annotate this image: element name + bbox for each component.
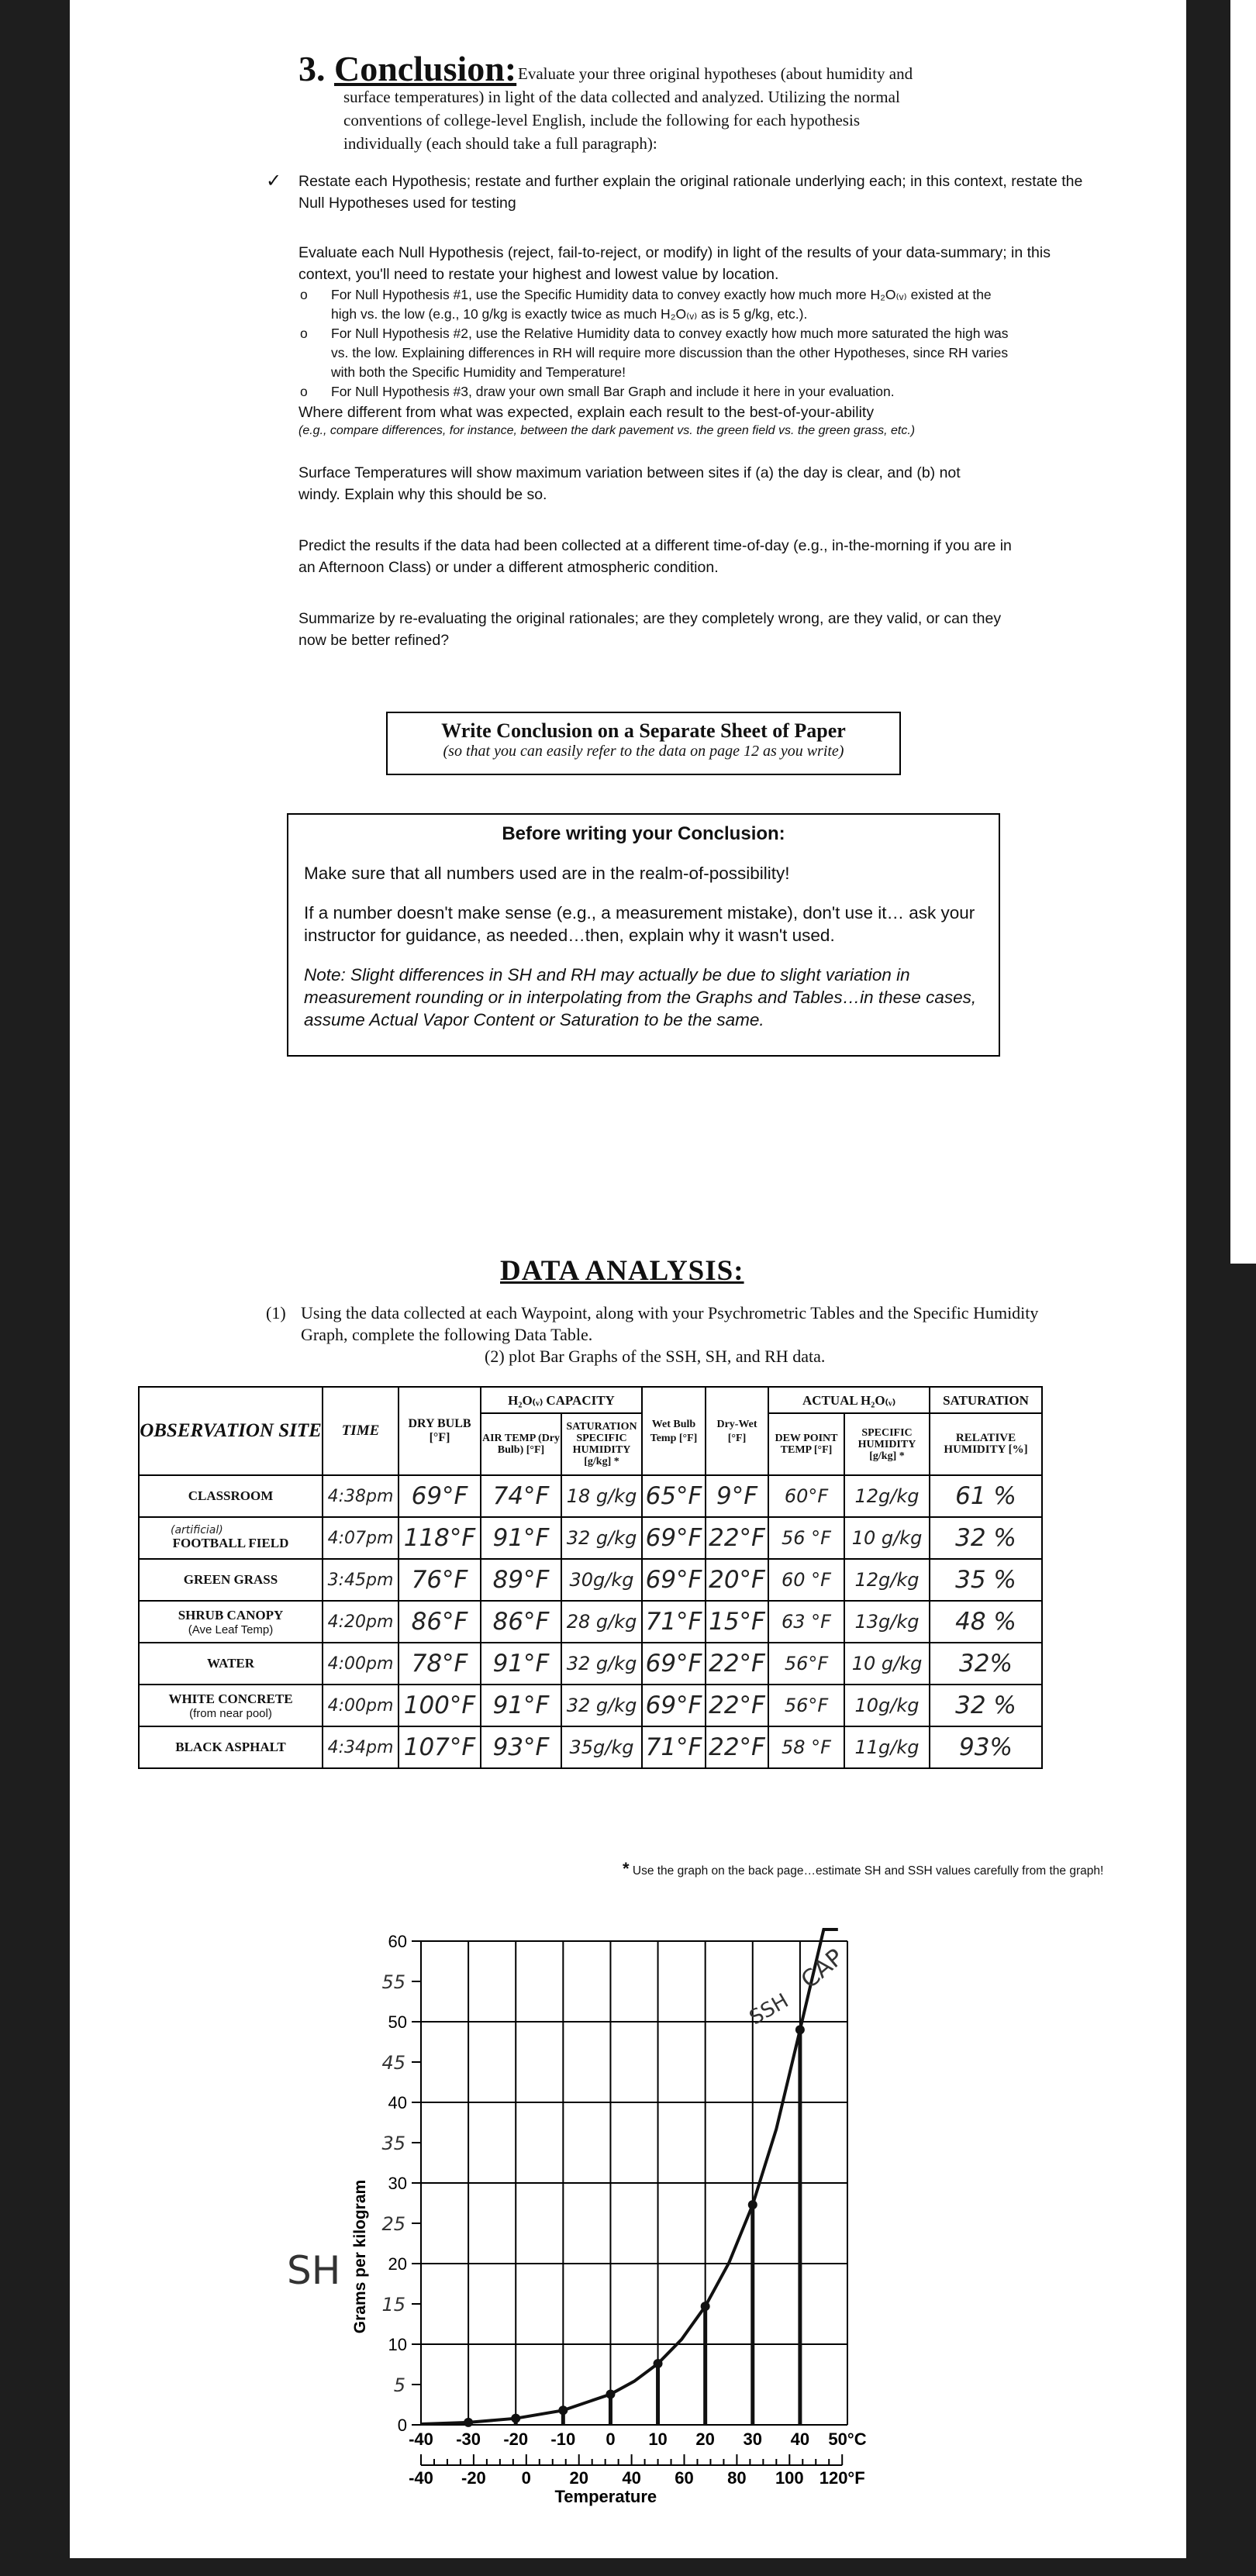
header-actual-group: ACTUAL H₂O₍ᵥ₎: [768, 1387, 930, 1413]
x-tick-label-c: 0: [606, 2429, 616, 2449]
dry-wet-cell: 22°F: [706, 1726, 768, 1768]
site-cell: [139, 1601, 323, 1643]
sh-cell: 11g/kg: [844, 1726, 930, 1768]
sh-cell: 10 g/kg: [844, 1643, 930, 1685]
annotation-ssh: SSH: [745, 1989, 793, 2030]
site-label: FOOTBALL FIELD: [172, 1536, 289, 1550]
air-temp-cell: 74°F: [481, 1475, 561, 1517]
time-cell: 4:00pm: [323, 1643, 399, 1685]
conclusion-checklist: [266, 171, 1113, 651]
table-row: [139, 1475, 1042, 1517]
rh-cell: 32 %: [930, 1517, 1042, 1559]
handwritten-tick-label: 55: [381, 1971, 405, 1993]
checkmark-icon: ✓: [266, 171, 282, 191]
header-rh: RELATIVE HUMIDITY [%]: [930, 1413, 1042, 1475]
dew-point-cell: 56 °F: [768, 1517, 844, 1559]
air-temp-cell: 89°F: [481, 1559, 561, 1601]
site-cell: [139, 1475, 323, 1517]
checklist-item: Where different from what was expected, explain each result to the best-of-your-ability: [298, 404, 875, 421]
site-cell: [139, 1685, 323, 1726]
air-temp-cell: 91°F: [481, 1685, 561, 1726]
x-tick-label-f: -40: [409, 2468, 433, 2488]
x-axis-label: Temperature: [554, 2487, 657, 2506]
scrollbar-strip[interactable]: [1230, 0, 1256, 1264]
checklist-item: Evaluate each Null Hypothesis (reject, fail-to-reject, or modify) in light of the results of your data-summary; in this context, you'll need to restate your highest and lowest value by location.: [298, 244, 1051, 283]
write-box-title: Write Conclusion on a Separate Sheet of Paper: [441, 719, 846, 742]
sh-cell: 10 g/kg: [844, 1517, 930, 1559]
dew-point-cell: 58 °F: [768, 1726, 844, 1768]
dry-bulb-cell: 118°F: [399, 1517, 481, 1559]
conclusion-heading: 3. Conclusion:: [298, 49, 517, 88]
step-2: (2) plot Bar Graphs of the SSH, SH, and RH data.: [485, 1347, 826, 1366]
wet-bulb-cell: 69°F: [642, 1559, 706, 1601]
x-tick-label-c: 20: [695, 2429, 715, 2449]
x-tick-label-c: 30: [743, 2429, 763, 2449]
site-cell: [139, 1726, 323, 1768]
y-tick-label: 20: [388, 2254, 407, 2274]
ssh-cell: 35g/kg: [561, 1726, 642, 1768]
header-capacity-group: H₂O₍ᵥ₎ CAPACITY: [481, 1387, 642, 1413]
intro-line: Evaluate your three original hypotheses (about humidity and: [518, 64, 913, 83]
graph-point: [795, 2025, 805, 2034]
y-axis-label: Grams per kilogram: [351, 2179, 369, 2334]
rh-cell: 61 %: [930, 1475, 1042, 1517]
header-dry-wet: Dry-Wet [°F]: [706, 1387, 768, 1475]
time-cell: 4:38pm: [323, 1475, 399, 1517]
handwritten-tick-label: 45: [381, 2052, 405, 2074]
sub-bullet-icon: o: [300, 287, 308, 302]
side-label: SH: [287, 2248, 341, 2293]
table-footnote: * Use the graph on the back page…estimate SH and SSH values carefully from the graph!: [623, 1859, 1104, 1878]
write-box-subtitle: (so that you can easily refer to the data on page 12 as you write): [443, 743, 844, 760]
site-cell: [139, 1643, 323, 1685]
dry-bulb-cell: 78°F: [399, 1643, 481, 1685]
site-sub-label: (from near pool): [189, 1706, 272, 1720]
y-tick-label: 60: [388, 1932, 407, 1951]
header-dew-point: DEW POINT TEMP [°F]: [768, 1413, 844, 1475]
x-tick-label-c: 10: [648, 2429, 668, 2449]
before-box-title: Before writing your Conclusion:: [502, 823, 785, 844]
y-tick-label: 0: [397, 2416, 407, 2435]
dew-point-cell: 63 °F: [768, 1601, 844, 1643]
dew-point-cell: 60°F: [768, 1475, 844, 1517]
handwritten-tick-label: 25: [381, 2213, 405, 2235]
dry-wet-cell: 22°F: [706, 1685, 768, 1726]
x-tick-label-f: 40: [622, 2468, 641, 2488]
wet-bulb-cell: 71°F: [642, 1601, 706, 1643]
sub-item: o For Null Hypothesis #1, use the Specific Humidity data to convey exactly how much more H₂O₍ᵥ₎ existed at the high vs. the low (e.g., 10 g/kg is exactly twice as much H₂O₍ᵥ₎ as is 5 g/kg, etc.).: [300, 287, 992, 322]
air-temp-cell: 91°F: [481, 1643, 561, 1685]
ssh-cell: 30g/kg: [561, 1559, 642, 1601]
graph-point: [701, 2302, 710, 2311]
sh-cell: 13g/kg: [844, 1601, 930, 1643]
wet-bulb-cell: 65°F: [642, 1475, 706, 1517]
sh-cell: 10g/kg: [844, 1685, 930, 1726]
x-tick-label-c: -40: [409, 2429, 433, 2449]
annotation-cap: CAP: [795, 1943, 849, 1995]
x-tick-label-c: 50°C: [828, 2429, 867, 2449]
rh-cell: 35 %: [930, 1559, 1042, 1601]
site-label: SHRUB CANOPY: [178, 1607, 284, 1623]
dew-point-cell: 56°F: [768, 1685, 844, 1726]
y-tick-label: 50: [388, 2012, 407, 2032]
dry-wet-cell: 20°F: [706, 1559, 768, 1601]
sub-item: o For Null Hypothesis #3, draw your own small Bar Graph and include it here in your evaluation.: [331, 382, 1013, 402]
site-sub-label: (Ave Leaf Temp): [188, 1623, 274, 1636]
graph-point: [654, 2359, 663, 2368]
sub-item: o For Null Hypothesis #2, use the Relative Humidity data to convey exactly how much more saturated the high was vs. the low. Explaining differences in RH will require more discussion than the other Hypotheses, since RH varies with both the Specific Humidity and Temperature!: [300, 326, 1009, 380]
x-tick-label-c: 40: [790, 2429, 810, 2449]
handwritten-tick-label: 35: [381, 2133, 405, 2154]
rh-cell: 32 %: [930, 1685, 1042, 1726]
y-tick-label: 10: [388, 2335, 407, 2354]
air-temp-cell: 91°F: [481, 1517, 561, 1559]
header-site: OBSERVATION SITE: [139, 1387, 323, 1475]
checklist-item: Predict the results if the data had been collected at a different time-of-day (e.g., in-the-morning if you are in an Afternoon Class) or under a different atmospheric condition.: [298, 537, 1012, 576]
sub-bullet-icon: o: [300, 384, 308, 399]
table-row: [139, 1726, 1042, 1768]
ssh-cell: 32 g/kg: [561, 1643, 642, 1685]
ssh-cell: 32 g/kg: [561, 1517, 642, 1559]
handwritten-tick-label: 15: [381, 2294, 405, 2316]
graph-point: [511, 2414, 520, 2423]
header-wet-bulb: Wet Bulb Temp [°F]: [642, 1387, 706, 1475]
graph-point: [558, 2405, 568, 2415]
dew-point-cell: 60 °F: [768, 1559, 844, 1601]
header-ssh: SATURATION SPECIFIC HUMIDITY [g/kg] *: [561, 1413, 642, 1475]
wet-bulb-cell: 69°F: [642, 1685, 706, 1726]
ssh-cell: 32 g/kg: [561, 1685, 642, 1726]
before-box-p3: Note: Slight differences in SH and RH may actually be due to slight variation in measurement rounding or in interpolating from the Graphs and Tables…in these cases, assume Actual Vapor Content or Saturation to be the same.: [304, 965, 977, 1029]
before-box-p2: If a number doesn't make sense (e.g., a measurement mistake), don't use it… ask your instructor for guidance, as needed…then, explain why it wasn't used.: [304, 903, 975, 945]
table-row: [139, 1601, 1042, 1643]
site-label: BLACK ASPHALT: [175, 1740, 286, 1754]
dry-wet-cell: 22°F: [706, 1517, 768, 1559]
dry-wet-cell: 15°F: [706, 1601, 768, 1643]
rh-cell: 32%: [930, 1643, 1042, 1685]
step-1: (1) Using the data collected at each Waypoint, along with your Psychrometric Tables and the Specific Humidity Graph, complete the following Data Table.: [266, 1303, 1039, 1344]
header-sh: SPECIFIC HUMIDITY [g/kg] *: [844, 1413, 930, 1475]
header-time: TIME: [323, 1387, 399, 1475]
time-cell: 4:20pm: [323, 1601, 399, 1643]
time-cell: 3:45pm: [323, 1559, 399, 1601]
data-analysis-title: DATA ANALYSIS:: [500, 1255, 744, 1287]
table-row: [139, 1685, 1042, 1726]
dry-wet-cell: 9°F: [706, 1475, 768, 1517]
data-table: [138, 1386, 1043, 1769]
x-tick-label-c: -30: [456, 2429, 481, 2449]
graph-point: [464, 2418, 473, 2427]
dry-bulb-cell: 107°F: [399, 1726, 481, 1768]
dry-bulb-cell: 69°F: [399, 1475, 481, 1517]
wet-bulb-cell: 69°F: [642, 1517, 706, 1559]
before-writing-box: [287, 813, 1000, 1057]
checklist-item: Summarize by re-evaluating the original rationales; are they completely wrong, are they valid, or can they now be better refined?: [298, 610, 1002, 649]
x-tick-label-c: -20: [503, 2429, 529, 2449]
site-label: GREEN GRASS: [183, 1572, 278, 1587]
time-cell: 4:07pm: [323, 1517, 399, 1559]
wet-bulb-cell: 71°F: [642, 1726, 706, 1768]
site-cell: [139, 1517, 323, 1559]
dry-bulb-cell: 100°F: [399, 1685, 481, 1726]
sub-bullet-icon: o: [300, 326, 308, 341]
checklist-item: Restate each Hypothesis; restate and further explain the original rationale underlying each; in this context, restate the Null Hypotheses used for testing: [298, 173, 1083, 212]
data-analysis-instructions: [266, 1302, 1041, 1367]
y-tick-label: 40: [388, 2093, 407, 2112]
time-cell: 4:00pm: [323, 1685, 399, 1726]
write-conclusion-box: [386, 712, 901, 775]
checklist-item: Surface Temperatures will show maximum variation between sites if (a) the day is clear, and (b) not windy. Explain why this should be so.: [298, 464, 961, 503]
sh-cell: 12g/kg: [844, 1559, 930, 1601]
site-sub-label: (artificial): [171, 1525, 223, 1536]
ssh-cell: 28 g/kg: [561, 1601, 642, 1643]
site-label: WATER: [206, 1656, 255, 1671]
intro-line: individually (each should take a full paragraph):: [343, 134, 657, 153]
intro-line: conventions of college-level English, include the following for each hypothesis: [343, 111, 860, 129]
air-temp-cell: 86°F: [481, 1601, 561, 1643]
x-tick-label-f: 20: [569, 2468, 588, 2488]
table-row: [139, 1517, 1042, 1559]
dry-bulb-cell: 86°F: [399, 1601, 481, 1643]
intro-line: surface temperatures) in light of the data collected and analyzed. Utilizing the normal: [343, 88, 900, 106]
sh-cell: 12g/kg: [844, 1475, 930, 1517]
rh-cell: 93%: [930, 1726, 1042, 1768]
site-label: CLASSROOM: [188, 1488, 274, 1503]
dry-wet-cell: 22°F: [706, 1643, 768, 1685]
time-cell: 4:34pm: [323, 1726, 399, 1768]
x-tick-label-f: -20: [461, 2468, 486, 2488]
x-tick-label-f: 60: [675, 2468, 694, 2488]
checklist-note: (e.g., compare differences, for instance, between the dark pavement vs. the green field vs. the green grass, etc.): [298, 424, 916, 437]
dry-bulb-cell: 76°F: [399, 1559, 481, 1601]
x-tick-label-f: 0: [521, 2468, 531, 2488]
x-tick-label-f: 80: [727, 2468, 747, 2488]
table-row: [139, 1559, 1042, 1601]
site-cell: [139, 1559, 323, 1601]
before-box-p1: Make sure that all numbers used are in the realm-of-possibility!: [304, 864, 790, 883]
header-saturation-group: SATURATION: [930, 1387, 1042, 1413]
x-tick-label-f: 120°F: [819, 2468, 865, 2488]
worksheet-page: [70, 0, 1186, 2558]
ssh-cell: 18 g/kg: [561, 1475, 642, 1517]
handwritten-tick-label: 5: [393, 2374, 405, 2396]
dew-point-cell: 56°F: [768, 1643, 844, 1685]
rh-cell: 48 %: [930, 1601, 1042, 1643]
x-tick-label-c: -10: [550, 2429, 576, 2449]
header-air-temp: AIR TEMP (Dry Bulb) [°F]: [481, 1413, 561, 1475]
y-tick-label: 30: [388, 2174, 407, 2193]
x-tick-label-f: 100: [775, 2468, 804, 2488]
air-temp-cell: 93°F: [481, 1726, 561, 1768]
site-label: WHITE CONCRETE: [168, 1691, 293, 1706]
graph-point: [748, 2200, 757, 2209]
specific-humidity-graph: [70, 1876, 1186, 2558]
graph-point: [606, 2389, 615, 2398]
wet-bulb-cell: 69°F: [642, 1643, 706, 1685]
header-dry-bulb: DRY BULB [°F]: [399, 1387, 481, 1475]
table-row: [139, 1643, 1042, 1685]
